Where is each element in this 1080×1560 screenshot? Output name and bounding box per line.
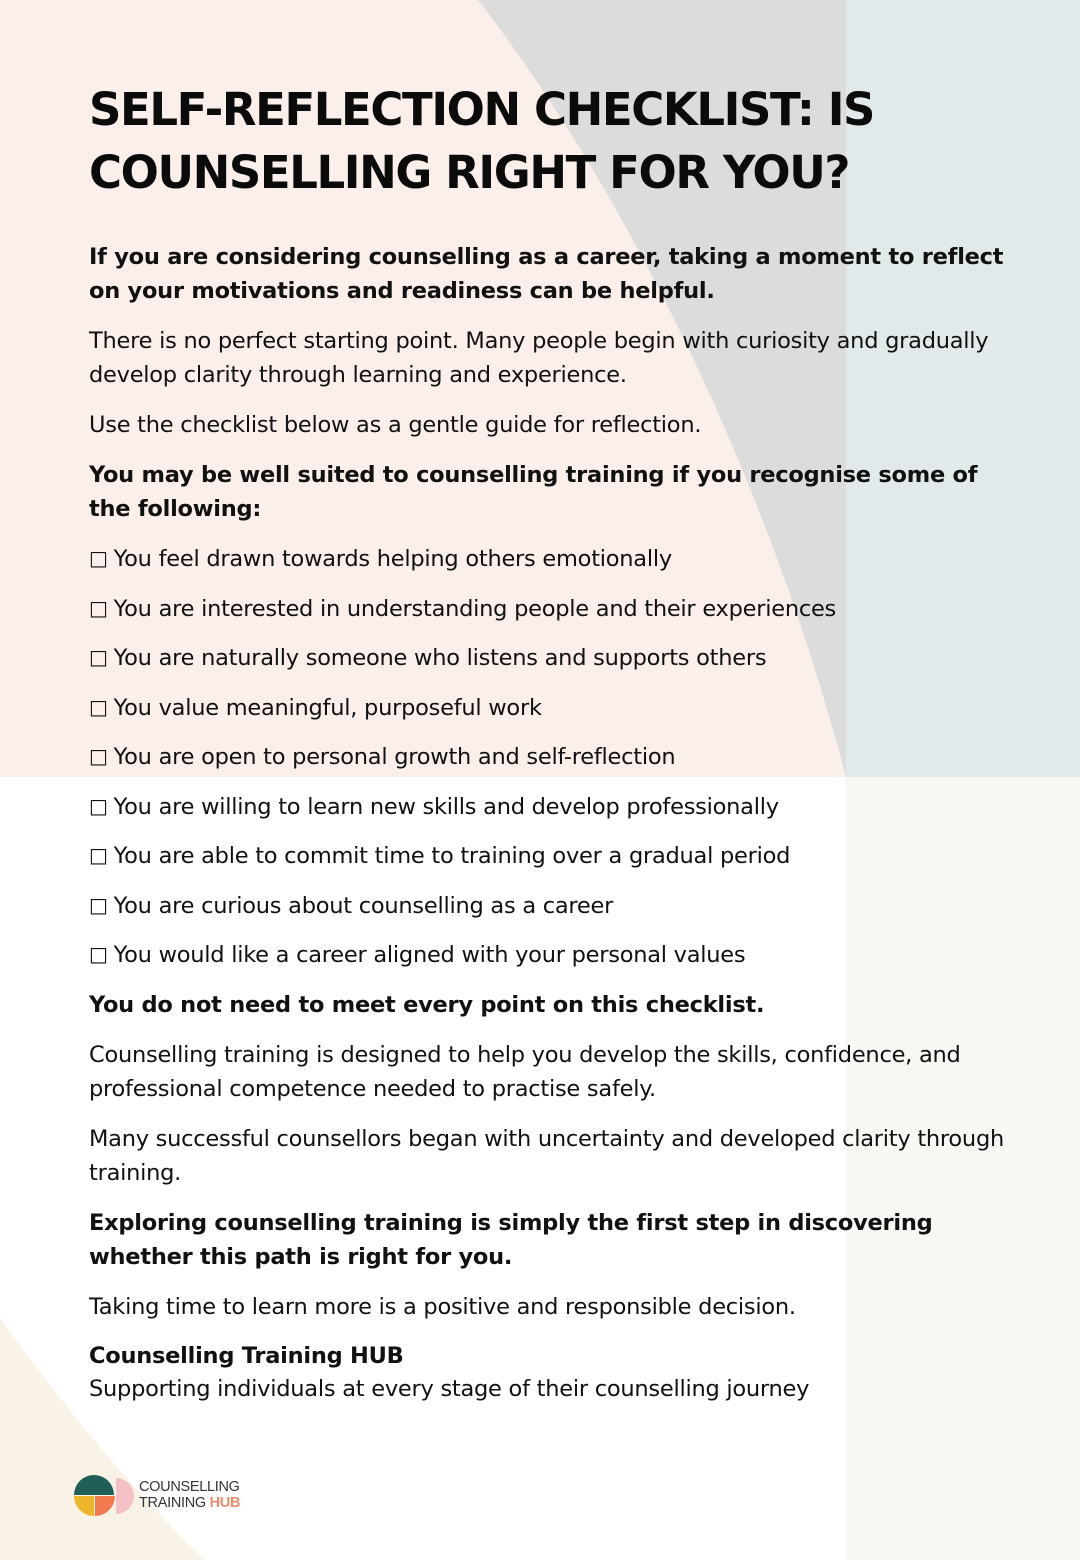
checkbox-icon[interactable]: □ [89,694,108,719]
logo-wordmark [139,1479,240,1511]
intro-text: There is no perfect starting point. Many people begin with curiosity and gradually develop clarity through learning and experience. [89,328,989,388]
success-text: Many successful counsellors began with uncertainty and developed clarity through training. [89,1125,1004,1186]
checklist-item [89,592,1009,626]
logo-pink-shape [116,1478,134,1514]
checklist-item-label: You are willing to learn new skills and develop professionally [113,793,779,820]
training-text: Counselling training is designed to help you develop the skills, confidence, and professional competence needed to practise safely. [89,1041,961,1102]
checklist-item [89,839,1009,873]
logo-hub: HUB [209,1495,241,1511]
checkbox-icon[interactable]: □ [89,546,108,570]
logo-gold-shape [74,1496,94,1516]
reassure-bold: You do not need to meet every point on this checklist. [89,991,765,1018]
checkbox-icon[interactable]: □ [89,793,108,818]
logo-mark-icon [73,1474,135,1516]
checklist-item-label: You would like a career aligned with your personal values [113,942,746,968]
intro-bold: If you are considering counselling as a career, taking a moment to reflect on your motivations and readiness can be helpful. [89,244,1004,304]
signature-tagline: Supporting individuals at every stage of their counselling journey [89,1375,810,1402]
checklist-item-label: You are curious about counselling as a career [113,892,614,919]
checkbox-icon[interactable]: □ [89,744,108,768]
explore-bold: Exploring counselling training is simply the first step in discovering whether this path is right for you. [89,1209,933,1270]
checklist-item-label: You are interested in understanding people and their experiences [113,595,837,622]
logo-line-2 [139,1495,240,1511]
page-title: SELF-REFLECTION CHECKLIST: IS COUNSELLING RIGHT FOR YOU? [89,83,875,199]
checkbox-icon[interactable]: □ [89,942,108,966]
checklist-item-label: You feel drawn towards helping others emotionally [113,546,672,572]
signature-name: Counselling Training HUB [89,1342,404,1369]
logo-orange-shape [95,1496,115,1516]
checklist-item [89,691,1009,725]
logo-line-1: COUNSELLING [139,1479,240,1495]
checkbox-icon[interactable]: □ [89,595,108,620]
logo-teal-shape [74,1475,114,1495]
checklist-item [89,542,1009,576]
checklist-heading: You may be well suited to counselling training if you recognise some of the following: [89,462,978,522]
checklist-item-label: You are naturally someone who listens and supports others [113,645,767,671]
checklist-item [89,790,1009,824]
checkbox-icon[interactable]: □ [89,892,108,917]
checklist [89,542,1009,972]
checklist-item-label: You value meaningful, purposeful work [113,694,542,721]
guide-text: Use the checklist below as a gentle guide for reflection. [89,412,702,438]
checklist-item-label: You are open to personal growth and self-reflection [113,744,676,770]
checklist-item [89,889,1009,923]
logo-training: TRAINING [139,1495,206,1511]
checklist-item-label: You are able to commit time to training over a gradual period [113,843,791,869]
checkbox-icon[interactable]: □ [89,645,108,669]
decision-text: Taking time to learn more is a positive and responsible decision. [89,1293,796,1320]
checklist-item [89,938,1009,972]
checklist-item [89,641,1009,675]
document-body [89,78,1009,1406]
brand-logo [73,1474,240,1516]
checkbox-icon[interactable]: □ [89,843,108,867]
checklist-item [89,740,1009,774]
signature [89,1340,1009,1406]
